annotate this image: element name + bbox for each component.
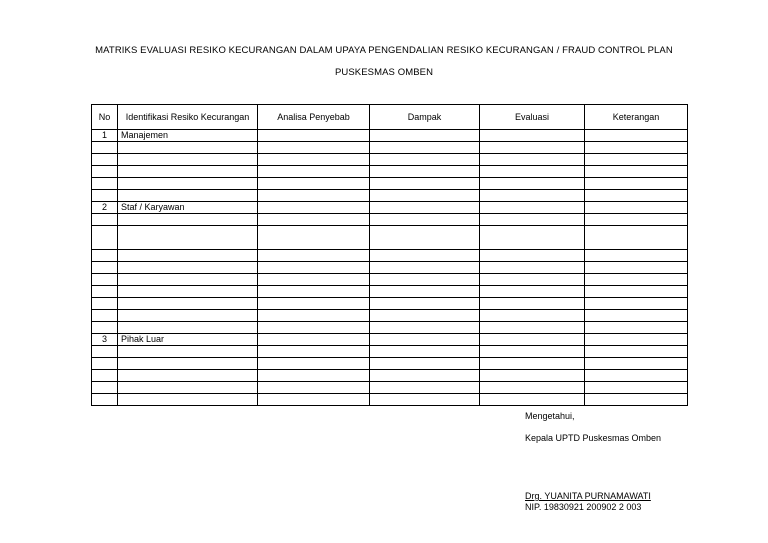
header-identifikasi: Identifikasi Resiko Kecurangan <box>118 105 258 130</box>
section-number: 3 <box>92 334 118 346</box>
table-row <box>92 322 688 334</box>
header-keterangan: Keterangan <box>585 105 688 130</box>
signatory-nip: NIP. 19830921 200902 2 003 <box>525 502 642 512</box>
section-label: Manajemen <box>118 130 258 142</box>
header-no: No <box>92 105 118 130</box>
section-number: 1 <box>92 130 118 142</box>
table-row <box>92 226 688 250</box>
table-row <box>92 214 688 226</box>
table-row <box>92 286 688 298</box>
table-row <box>92 154 688 166</box>
table-row <box>92 202 688 214</box>
table-header-row <box>92 105 688 130</box>
signatory-role: Kepala UPTD Puskesmas Omben <box>525 433 662 443</box>
table-row <box>92 250 688 262</box>
table-row <box>92 130 688 142</box>
header-analisa: Analisa Penyebab <box>258 105 370 130</box>
table-row <box>92 346 688 358</box>
table-row <box>92 190 688 202</box>
table-row <box>92 274 688 286</box>
table-row <box>92 334 688 346</box>
table-row <box>92 262 688 274</box>
table-row <box>92 358 688 370</box>
section-number: 2 <box>92 202 118 214</box>
table-row <box>92 178 688 190</box>
document-title: MATRIKS EVALUASI RESIKO KECURANGAN DALAM UPAYA PENGENDALIAN RESIKO KECURANGAN / FRAUD CONTROL PLAN <box>95 45 673 56</box>
table-row <box>92 298 688 310</box>
table-row <box>92 142 688 154</box>
table-row <box>92 370 688 382</box>
header-evaluasi: Evaluasi <box>480 105 585 130</box>
header-dampak: Dampak <box>370 105 480 130</box>
table-row <box>92 310 688 322</box>
risk-matrix-table <box>91 104 688 406</box>
section-label: Staf / Karyawan <box>118 202 258 214</box>
section-label: Pihak Luar <box>118 334 258 346</box>
table-row <box>92 166 688 178</box>
table-row <box>92 382 688 394</box>
signatory-name: Drg. YUANITA PURNAMAWATI <box>525 491 651 501</box>
document-subtitle: PUSKESMAS OMBEN <box>334 67 434 78</box>
acknowledge-label: Mengetahui, <box>525 411 575 421</box>
table-row <box>92 394 688 406</box>
